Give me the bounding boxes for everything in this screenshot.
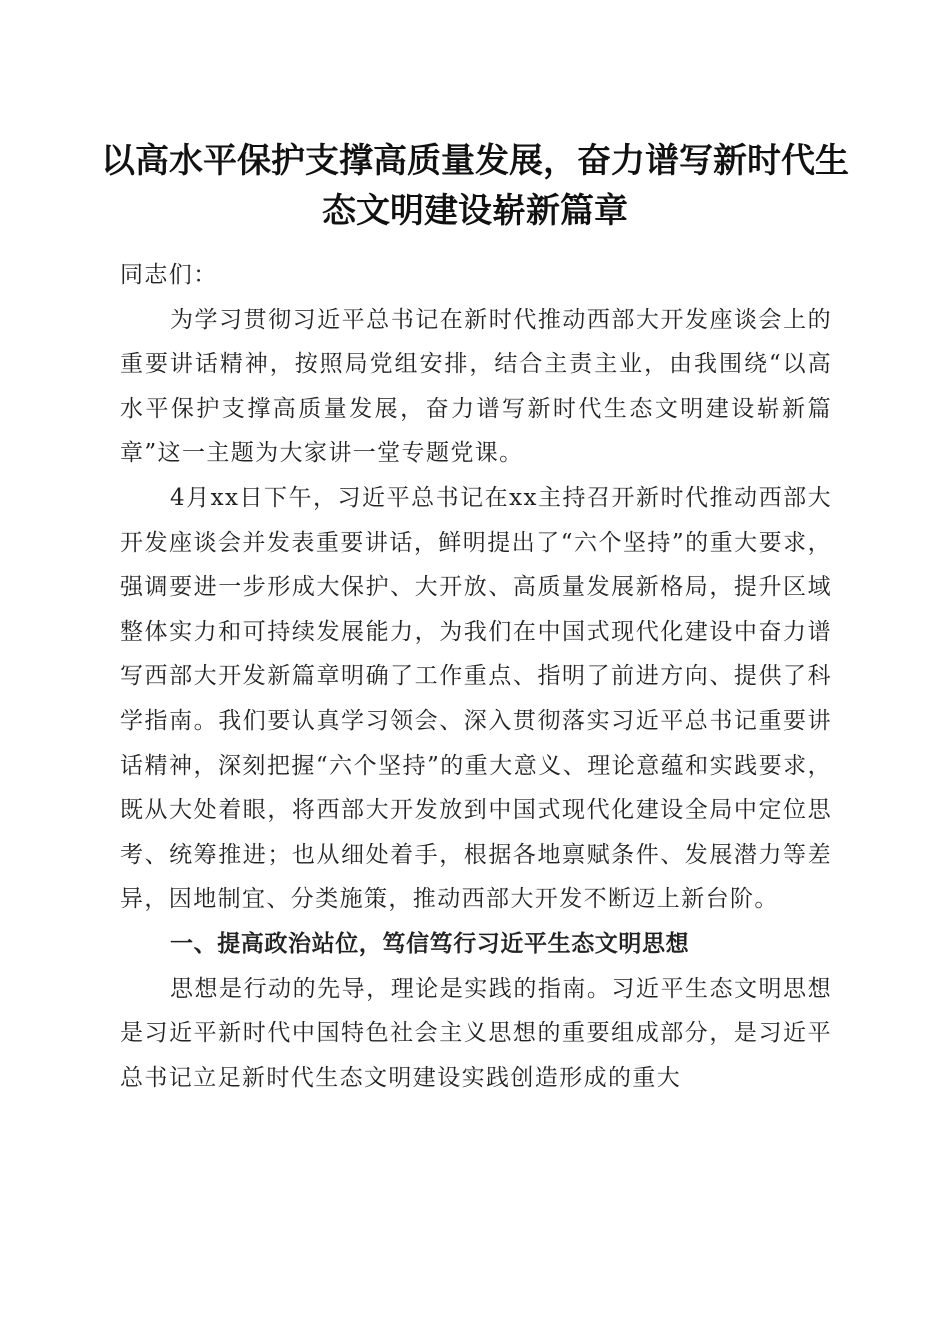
greeting: 同志们：	[120, 262, 218, 288]
document-body	[120, 253, 832, 1100]
section-heading: 一、提高政治站位，笃信笃行习近平生态文明思想	[170, 930, 690, 957]
section-paragraph: 思想是行动的先导，理论是实践的指南。习近平生态文明思想是习近平新时代中国特色社会主义思想的重要组成部分，是习近平总书记立足新时代生态文明建设实践创造形成的重大	[120, 975, 832, 1091]
paragraph-intro: 为学习贯彻习近平总书记在新时代推动西部大开发座谈会上的重要讲话精神，按照局党组安排，结合主责主业，由我围绕“以高水平保护支撑高质量发展，奋力谱写新时代生态文明建设崭新篇章”这一主题为大家讲一堂专题党课。	[120, 306, 832, 467]
document-title: 以高水平保护支撑高质量发展，奋力谱写新时代生态文明建设崭新篇章	[101, 141, 849, 231]
paragraph-background: 4月xx日下午，习近平总书记在xx主持召开新时代推动西部大开发座谈会并发表重要讲话，鲜明提出了“六个坚持”的重大要求，强调要进一步形成大保护、大开放、高质量发展新格局，提升区域整体实力和可持续发展能力，为我们在中国式现代化建设中奋力谱写西部大开发新篇章明确了工作重点、指明了前进方向、提供了科学指南。我们要认真学习领会、深入贯彻落实习近平总书记重要讲话精神，深刻把握“六个坚持”的重大意义、理论意蕴和实践要求，既从大处着眼，将西部大开发放到中国式现代化建设全局中定位思考、统筹推进；也从细处着手，根据各地禀赋条件、发展潜力等差异，因地制宜、分类施策，推动西部大开发不断迈上新台阶。	[120, 484, 832, 913]
